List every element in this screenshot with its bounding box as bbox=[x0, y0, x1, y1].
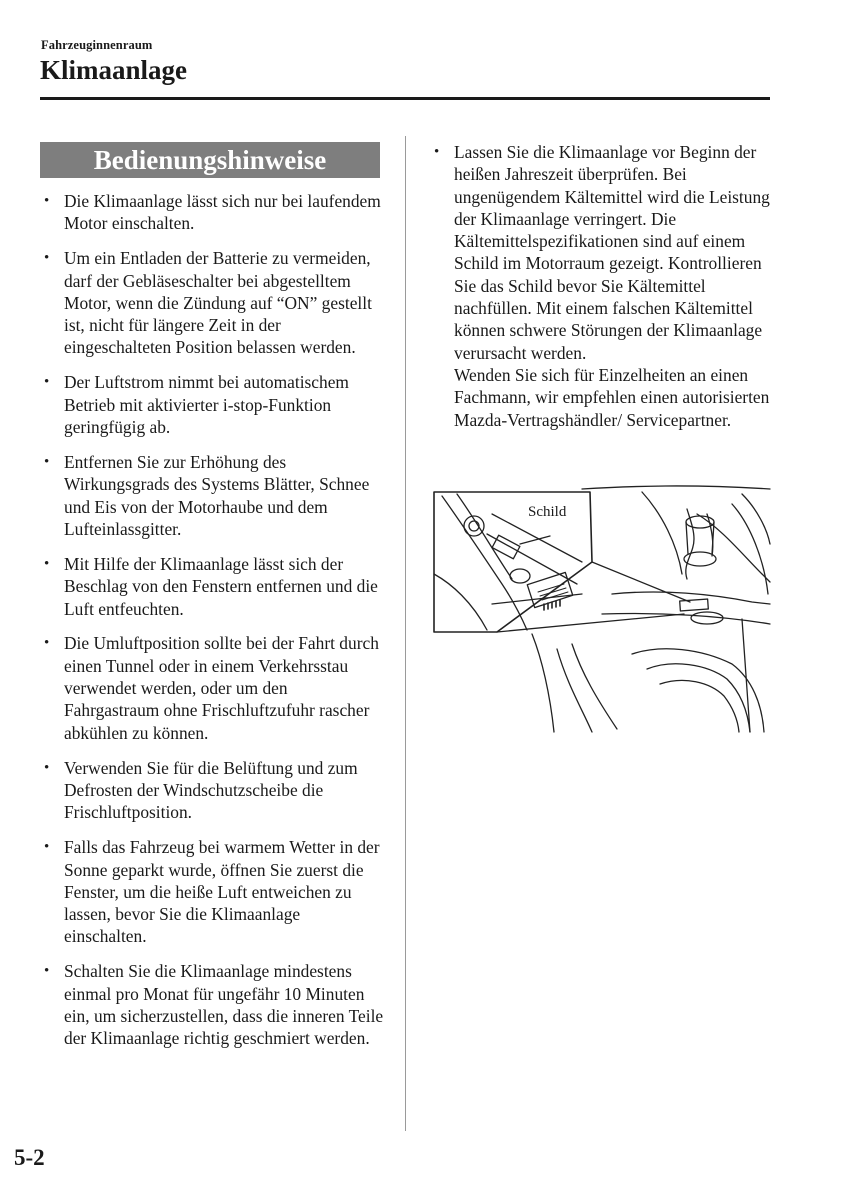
bullet-continuation-text: Wenden Sie sich für Einzelheiten an einen Fachmann, wir empfehlen einen autorisierten Mazda-Vertragshändler/ Servicepartner. bbox=[454, 364, 770, 430]
page-title: Klimaanlage bbox=[40, 55, 187, 85]
list-item: • Verwenden Sie für die Belüftung und zum Defrosten der Windschutzscheibe die Frischluftposition. bbox=[42, 757, 387, 824]
engine-bay-illustration bbox=[432, 484, 772, 734]
breadcrumb: Fahrzeuginnenraum bbox=[41, 38, 153, 52]
list-item: • Die Umluftposition sollte bei der Fahrt durch einen Tunnel oder in einem Verkehrsstau verwendet werden, oder um den Fahrgastraum ohne Frischluftzufuhr rascher abkühlen zu können. bbox=[42, 632, 387, 743]
list-item: • Entfernen Sie zur Erhöhung des Wirkungsgrads des Systems Blätter, Schnee und Eis von der Motorhaube und dem Lufteinlassgitter. bbox=[42, 451, 387, 540]
list-item bbox=[432, 141, 777, 431]
callout-label: Schild bbox=[528, 504, 567, 520]
column-divider bbox=[405, 136, 406, 1131]
list-item: • Falls das Fahrzeug bei warmem Wetter in der Sonne geparkt wurde, öffnen Sie zuerst die Fenster, um die heiße Luft entweichen zu lassen, bevor Sie die Klimaanlage einschalten. bbox=[42, 836, 387, 947]
list-item: • Um ein Entladen der Batterie zu vermeiden, darf der Gebläseschalter bei abgestelltem Motor, wenn die Zündung auf “ON” gestellt ist, nicht für längere Zeit in der eingeschalteten Position belassen werden. bbox=[42, 247, 387, 358]
list-item: • Die Klimaanlage lässt sich nur bei laufendem Motor einschalten. bbox=[42, 190, 387, 235]
bullet-main-text: Lassen Sie die Klimaanlage vor Beginn der heißen Jahreszeit überprüfen. Bei ungenügendem Kältemittel wird die Leistung der Klimaanlage verringert. Die Kältemittelspezifikationen sind auf einem Schild im Motorraum gezeigt. Kontrollieren Sie das Schild bevor Sie Kältemittel nachfüllen. Mit einem falschen Kältemittel können schwere Störungen der Klimaanlage verursacht werden. bbox=[454, 142, 770, 363]
page-number: 5-2 bbox=[14, 1145, 45, 1170]
section-heading: Bedienungshinweise bbox=[40, 142, 380, 178]
title-rule bbox=[40, 97, 770, 100]
right-bullet-list bbox=[432, 141, 777, 431]
list-item: • Der Luftstrom nimmt bei automatischem Betrieb mit aktivierter i-stop-Funktion geringfügig ab. bbox=[42, 371, 387, 438]
left-bullet-list bbox=[42, 190, 387, 1062]
list-item: • Mit Hilfe der Klimaanlage lässt sich der Beschlag von den Fenstern entfernen und die Luft entfeuchten. bbox=[42, 553, 387, 620]
list-item: • Schalten Sie die Klimaanlage mindestens einmal pro Monat für ungefähr 10 Minuten ein, um sicherzustellen, dass die inneren Teile der Klimaanlage richtig geschmiert werden. bbox=[42, 960, 387, 1049]
